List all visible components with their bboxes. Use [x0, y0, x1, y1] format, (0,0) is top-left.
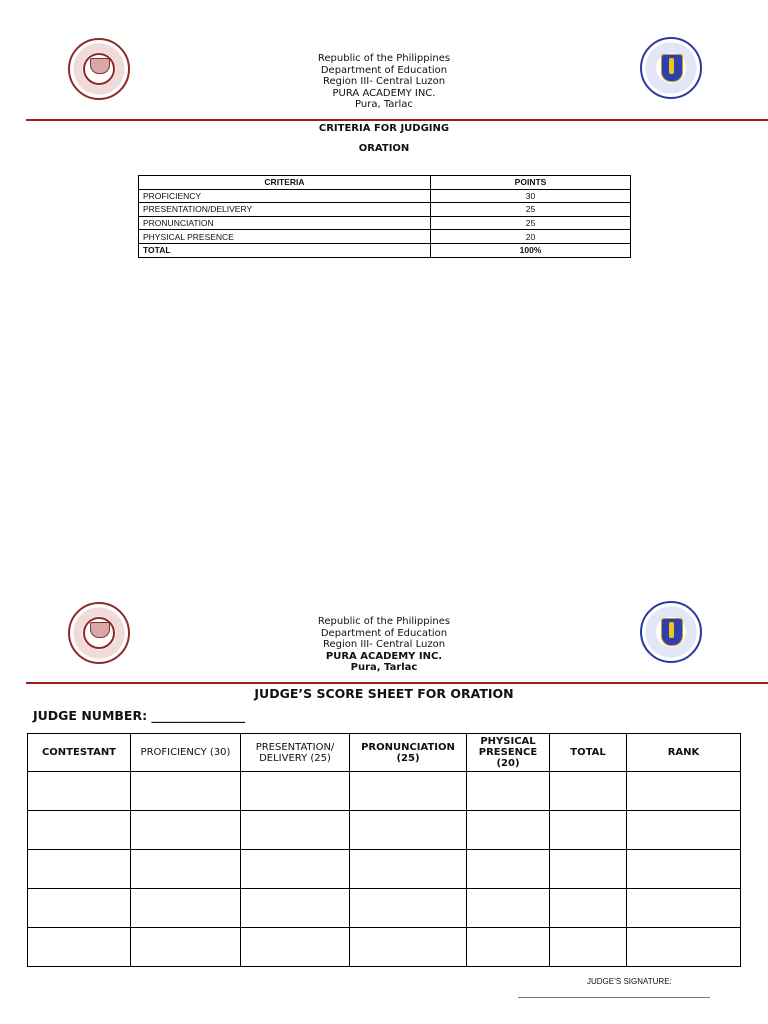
total-cell[interactable] [550, 772, 627, 811]
contestant-cell[interactable] [28, 772, 131, 811]
header-line-4: PURA ACADEMY INC. [332, 87, 436, 99]
criteria-cell: PRESENTATION/DELIVERY [139, 203, 431, 217]
header-line-5: Pura, Tarlac [350, 662, 418, 674]
presentation-col-header: PRESENTATION/ DELIVERY (25) [241, 734, 350, 772]
criteria-cell: PHYSICAL PRESENCE [139, 230, 431, 244]
total-col-header: TOTAL [550, 734, 627, 772]
rank-cell[interactable] [627, 850, 741, 889]
total-label: TOTAL [139, 243, 431, 257]
signature-line[interactable] [518, 997, 710, 998]
pronunciation-cell[interactable] [350, 928, 467, 967]
total-cell[interactable] [550, 928, 627, 967]
signature-label: JUDGE’S SIGNATURE: [587, 977, 672, 986]
score-header-row [28, 734, 741, 772]
proficiency-cell[interactable] [131, 772, 241, 811]
header-divider [26, 682, 768, 684]
physical-presence-cell[interactable] [467, 928, 550, 967]
criteria-title: CRITERIA FOR JUDGING [318, 123, 450, 134]
header-line-1: Republic of the Philippines [317, 53, 451, 64]
criteria-cell: PRONUNCIATION [139, 216, 431, 230]
table-row [28, 889, 741, 928]
header-line-3: Region III- Central Luzon [322, 76, 446, 88]
pronunciation-cell[interactable] [350, 772, 467, 811]
table-row [139, 230, 631, 244]
table-row [28, 772, 741, 811]
physical-presence-cell[interactable] [467, 811, 550, 850]
criteria-cell: PROFICIENCY [139, 189, 431, 203]
pronunciation-cell[interactable] [350, 811, 467, 850]
criteria-table [138, 175, 631, 258]
letterhead [0, 53, 768, 111]
criteria-col-header: CRITERIA [139, 176, 431, 190]
rank-cell[interactable] [627, 772, 741, 811]
criteria-header-row [139, 176, 631, 190]
rank-cell[interactable] [627, 811, 741, 850]
total-row [139, 243, 631, 257]
rank-cell[interactable] [627, 889, 741, 928]
proficiency-col-header: PROFICIENCY (30) [131, 734, 241, 772]
physical-presence-cell[interactable] [467, 772, 550, 811]
rank-cell[interactable] [627, 928, 741, 967]
proficiency-cell[interactable] [131, 889, 241, 928]
points-cell: 20 [431, 230, 631, 244]
pronunciation-cell[interactable] [350, 889, 467, 928]
total-value: 100% [431, 243, 631, 257]
header-line-4: PURA ACADEMY INC. [325, 650, 443, 662]
header-line-2: Department of Education [320, 627, 448, 639]
header-divider [26, 119, 768, 121]
points-cell: 30 [431, 189, 631, 203]
letterhead [0, 616, 768, 674]
physical-presence-cell[interactable] [467, 850, 550, 889]
table-row [28, 928, 741, 967]
rank-col-header: RANK [627, 734, 741, 772]
contestant-cell[interactable] [28, 928, 131, 967]
proficiency-cell[interactable] [131, 928, 241, 967]
points-cell: 25 [431, 203, 631, 217]
pronunciation-cell[interactable] [350, 850, 467, 889]
physical-presence-cell[interactable] [467, 889, 550, 928]
total-cell[interactable] [550, 850, 627, 889]
header-line-1: Republic of the Philippines [317, 616, 451, 627]
table-row [139, 189, 631, 203]
points-cell: 25 [431, 216, 631, 230]
presentation-cell[interactable] [241, 850, 350, 889]
total-cell[interactable] [550, 811, 627, 850]
table-row [139, 203, 631, 217]
proficiency-cell[interactable] [131, 850, 241, 889]
points-col-header: POINTS [431, 176, 631, 190]
proficiency-cell[interactable] [131, 811, 241, 850]
pronunciation-col-header: PRONUNCIATION (25) [350, 734, 467, 772]
total-cell[interactable] [550, 889, 627, 928]
score-sheet-title: JUDGE’S SCORE SHEET FOR ORATION [254, 686, 514, 701]
presentation-cell[interactable] [241, 889, 350, 928]
presentation-cell[interactable] [241, 928, 350, 967]
criteria-subtitle: ORATION [358, 143, 410, 154]
contestant-cell[interactable] [28, 850, 131, 889]
presentation-cell[interactable] [241, 772, 350, 811]
contestant-cell[interactable] [28, 811, 131, 850]
score-table [27, 733, 741, 967]
contestant-col-header: CONTESTANT [28, 734, 131, 772]
header-line-2: Department of Education [320, 64, 448, 76]
contestant-cell[interactable] [28, 889, 131, 928]
table-row [28, 811, 741, 850]
judge-number-field[interactable]: JUDGE NUMBER: _______________ [33, 708, 246, 723]
header-line-3: Region III- Central Luzon [322, 639, 446, 651]
physical-presence-col-header: PHYSICAL PRESENCE (20) [467, 734, 550, 772]
table-row [28, 850, 741, 889]
presentation-cell[interactable] [241, 811, 350, 850]
header-line-5: Pura, Tarlac [355, 99, 413, 111]
table-row [139, 216, 631, 230]
